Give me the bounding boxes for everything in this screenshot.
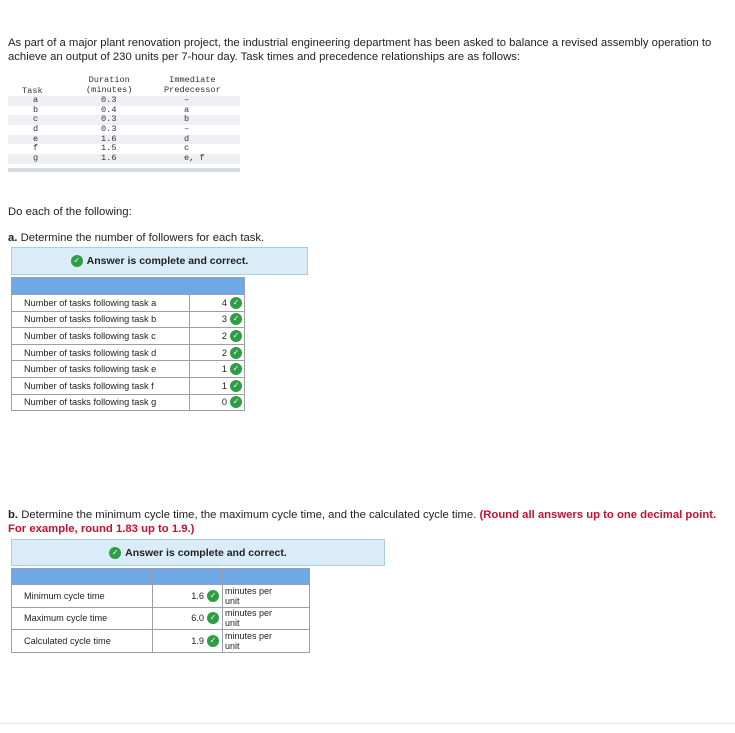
- unit-label: minutes per unit: [223, 630, 310, 653]
- predecessor-header: Immediate Predecessor: [164, 75, 221, 95]
- table-row: Number of tasks following task c 2 ✓: [12, 328, 245, 345]
- answer-value: 2: [221, 330, 227, 341]
- table-row: Number of tasks following task d 2 ✓: [12, 344, 245, 361]
- problem-intro: As part of a major plant renovation project, the industrial engineering department has been asked to balance a revised assembly operation to achieve an output of 230 units per 7-hour day. Task times and precedence relationships are as follows:: [8, 37, 712, 63]
- answer-value: 3: [221, 314, 227, 325]
- answer-value: 4: [221, 297, 227, 308]
- table-row: Number of tasks following task f 1 ✓: [12, 377, 245, 394]
- unit-label: minutes per unit: [223, 585, 310, 608]
- table-row: b 0.4 a: [33, 104, 190, 115]
- table-row: Number of tasks following task b 3 ✓: [12, 311, 245, 328]
- part-a-label: a.: [8, 232, 18, 244]
- table-row: d 0.3 –: [33, 124, 190, 135]
- part-a-question: [8, 231, 264, 245]
- part-a-text: Determine the number of followers for each task.: [20, 232, 265, 244]
- table-bottom-rule: [8, 168, 240, 172]
- cycle-time-answer-table: [11, 568, 310, 653]
- table-row: a 0.3 –: [8, 96, 240, 106]
- table-row: Calculated cycle time 1.9 ✓ minutes per unit: [12, 630, 310, 653]
- table-row: Number of tasks following task g 0 ✓: [12, 394, 245, 411]
- part-b-text: Determine the minimum cycle time, the maximum cycle time, and the calculated cycle time.: [21, 509, 477, 521]
- check-circle-icon: ✓: [230, 380, 242, 392]
- duration-header: Duration (minutes): [86, 75, 133, 95]
- check-circle-icon: ✓: [207, 612, 219, 624]
- part-a-banner-text: Answer is complete and correct.: [86, 255, 249, 267]
- table-row: f 1.5 c: [33, 143, 190, 154]
- answer-value: 2: [221, 347, 227, 358]
- table-row: c 0.3 b: [8, 115, 240, 125]
- task-header: Task: [22, 86, 43, 96]
- followers-answer-table: [11, 277, 245, 411]
- part-b-banner-text: Answer is complete and correct.: [125, 546, 287, 559]
- check-circle-icon: ✓: [230, 363, 242, 375]
- answer-value: 0: [221, 397, 227, 408]
- table-row: g 1.6 e, f: [8, 154, 240, 164]
- task-precedence-table: [8, 74, 240, 172]
- check-circle-icon: ✓: [230, 297, 242, 309]
- table-row: Number of tasks following task a 4 ✓: [12, 295, 245, 312]
- part-b-label: b.: [8, 509, 19, 521]
- footer-divider: [0, 723, 735, 724]
- part-a-status-banner: [11, 247, 308, 275]
- table-row: Minimum cycle time 1.6 ✓ minutes per unit: [12, 585, 310, 608]
- task-table-header: [8, 74, 240, 96]
- check-circle-icon: ✓: [230, 347, 242, 359]
- answer-value: 1.6: [191, 590, 204, 601]
- table-header-row: [12, 278, 245, 295]
- check-circle-icon: ✓: [207, 590, 219, 602]
- table-row: e 1.6 d: [8, 135, 240, 145]
- check-circle-icon: ✓: [230, 330, 242, 342]
- table-header-row: [12, 569, 310, 585]
- check-circle-icon: ✓: [71, 255, 83, 267]
- check-circle-icon: ✓: [230, 313, 242, 325]
- part-b-instruction: (Round all answers up to one decimal point. For example, round 1.83 up to 1.9.): [8, 509, 717, 535]
- do-each-text: Do each of the following:: [8, 206, 132, 218]
- check-circle-icon: ✓: [230, 396, 242, 408]
- answer-value: 1.9: [191, 635, 204, 646]
- part-b-status-banner: [11, 539, 385, 566]
- table-row: Maximum cycle time 6.0 ✓ minutes per unit: [12, 607, 310, 630]
- answer-value: 6.0: [191, 613, 204, 624]
- part-b-question: [8, 508, 723, 536]
- table-row: Number of tasks following task e 1 ✓: [12, 361, 245, 378]
- check-circle-icon: ✓: [207, 635, 219, 647]
- task-table-body: [8, 96, 240, 164]
- check-circle-icon: ✓: [109, 547, 121, 559]
- answer-value: 1: [221, 380, 227, 391]
- unit-label: minutes per unit: [223, 607, 310, 630]
- answer-value: 1: [221, 364, 227, 375]
